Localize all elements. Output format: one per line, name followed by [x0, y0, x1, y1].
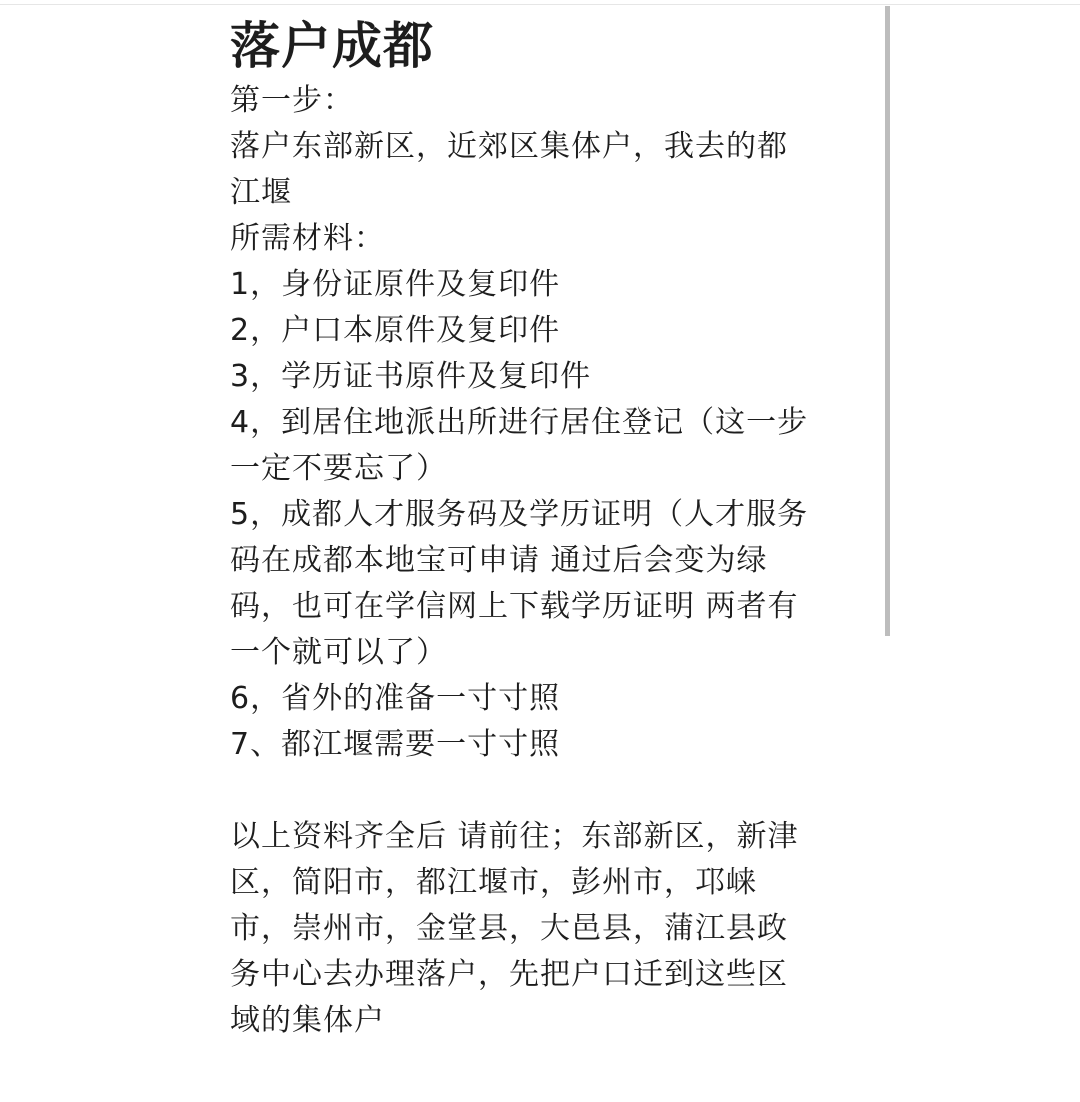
- summary-line: 务中心去办理落户，先把户口迁到这些区: [230, 957, 788, 992]
- materials-heading: 所需材料：: [230, 221, 385, 256]
- note-line: 江堰: [230, 175, 292, 210]
- summary-line: 以上资料齐全后 请前往；东部新区，新津: [230, 819, 799, 854]
- material-item-continued: 码，也可在学信网上下载学历证明 两者有: [230, 589, 799, 624]
- material-item-continued: 一定不要忘了）: [230, 451, 447, 486]
- note-title: 落户成都: [230, 17, 434, 75]
- material-item: 4，到居住地派出所进行居住登记（这一步: [230, 405, 809, 440]
- material-item: 1，身份证原件及复印件: [230, 267, 561, 302]
- top-divider: [0, 4, 1080, 5]
- material-item: 6，省外的准备一寸寸照: [230, 681, 561, 716]
- material-item: 7、都江堰需要一寸寸照: [230, 727, 561, 762]
- note-line: 落户东部新区，近郊区集体户，我去的都: [230, 129, 788, 164]
- summary-line: 区，简阳市，都江堰市，彭州市，邛崃: [230, 865, 757, 900]
- material-item-continued: 一个就可以了）: [230, 635, 447, 670]
- material-item: 3，学历证书原件及复印件: [230, 359, 592, 394]
- material-item-continued: 码在成都本地宝可申请 通过后会变为绿: [230, 543, 768, 578]
- summary-line: 市，崇州市，金堂县，大邑县，蒲江县政: [230, 911, 788, 946]
- scroll-indicator[interactable]: [885, 6, 890, 636]
- summary-line: 域的集体户: [230, 1003, 385, 1038]
- note-content: [230, 14, 850, 1044]
- blank-line: [230, 768, 850, 814]
- material-item: 2，户口本原件及复印件: [230, 313, 561, 348]
- note-body: [230, 78, 850, 1044]
- step-label: 第一步：: [230, 83, 354, 118]
- material-item: 5，成都人才服务码及学历证明（人才服务: [230, 497, 809, 532]
